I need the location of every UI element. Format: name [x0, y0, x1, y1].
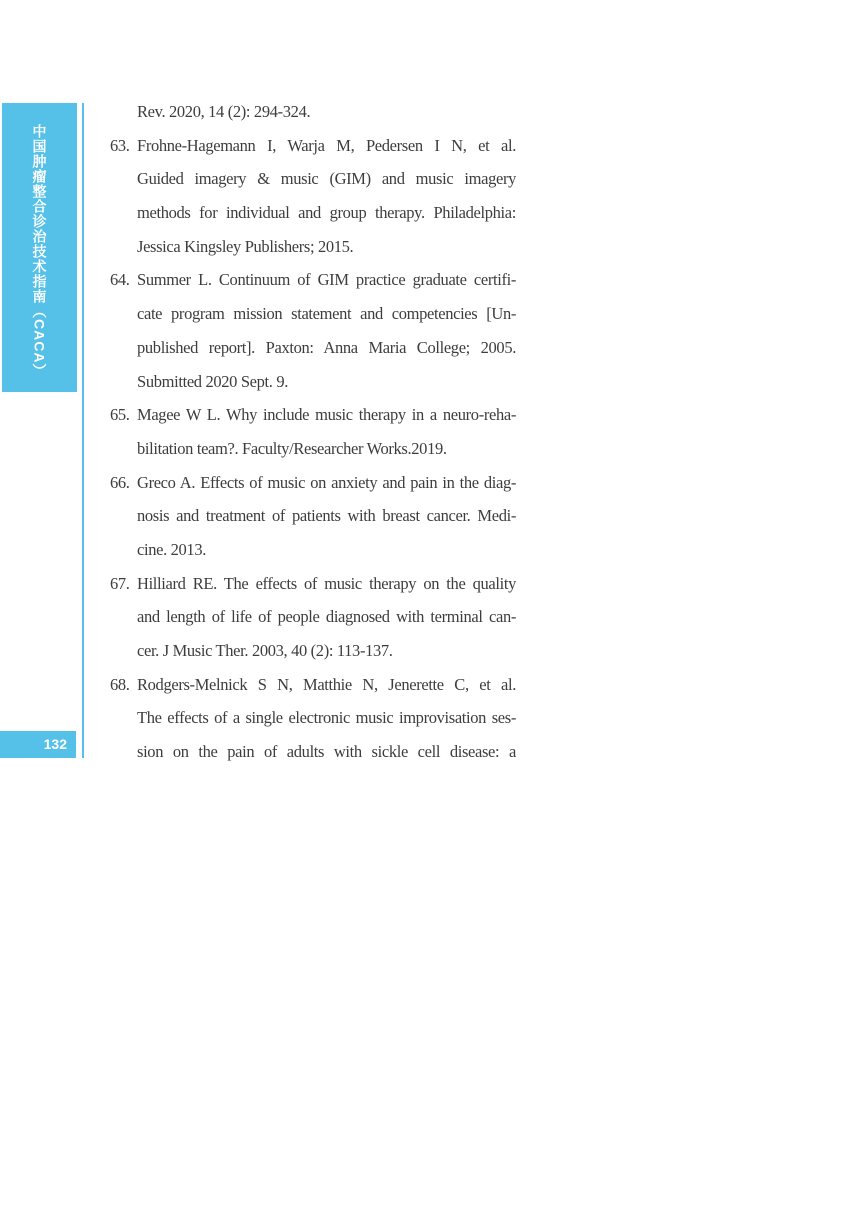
reference-line: cine. 2013.	[137, 539, 207, 559]
reference-item-67	[110, 567, 516, 668]
reference-line: and length of life of people diagnosed with terminal can-	[137, 607, 516, 627]
sidebar-vertical-title: 中国肿瘤整合诊治技术指南（CACA）	[31, 124, 48, 379]
reference-number: 64.	[110, 270, 130, 290]
reference-line: Guided imagery & music (GIM) and music imagery	[137, 169, 516, 189]
reference-line: Hilliard RE. The effects of music therapy on the quality	[137, 573, 516, 593]
reference-item-64	[110, 263, 516, 398]
reference-line: sion on the pain of adults with sickle cell disease: a	[137, 742, 516, 762]
reference-line: Summer L. Continuum of GIM practice graduate certifi-	[137, 270, 516, 290]
reference-item-66	[110, 466, 516, 567]
reference-line: methods for individual and group therapy. Philadelphia:	[137, 203, 516, 223]
reference-line: bilitation team?. Faculty/Researcher Works.2019.	[137, 438, 447, 458]
reference-line: nosis and treatment of patients with breast cancer. Medi-	[137, 506, 516, 526]
reference-number: 68.	[110, 674, 130, 694]
reference-item-63	[110, 129, 516, 264]
page-number-badge	[0, 731, 76, 758]
reference-number: 65.	[110, 405, 130, 425]
reference-line: Greco A. Effects of music on anxiety and pain in the diag-	[137, 472, 516, 492]
reference-number: 63.	[110, 135, 130, 155]
reference-line: Jessica Kingsley Publishers; 2015.	[137, 236, 354, 256]
reference-line: Frohne-Hagemann I, Warja M, Pedersen I N, et al.	[137, 135, 516, 155]
sidebar-banner	[2, 103, 77, 392]
reference-item-65	[110, 398, 516, 465]
page-number: 132	[43, 736, 67, 752]
reference-line: published report]. Paxton: Anna Maria College; 2005.	[137, 337, 516, 357]
references-list	[110, 95, 516, 769]
reference-line: The effects of a single electronic music improvisation ses-	[137, 708, 516, 728]
reference-number: 66.	[110, 472, 130, 492]
reference-number: 67.	[110, 573, 130, 593]
reference-line: Magee W L. Why include music therapy in a neuro-reha-	[137, 405, 516, 425]
gutter-rule-line	[82, 103, 84, 758]
reference-line: cate program mission statement and competencies [Un-	[137, 304, 516, 324]
reference-line: Submitted 2020 Sept. 9.	[137, 371, 288, 391]
reference-line: Rodgers-Melnick S N, Matthie N, Jenerette C, et al.	[137, 674, 516, 694]
reference-continuation-line: Rev. 2020, 14 (2): 294-324.	[137, 102, 311, 121]
reference-item-68	[110, 668, 516, 769]
reference-line: cer. J Music Ther. 2003, 40 (2): 113-137.	[137, 641, 393, 660]
